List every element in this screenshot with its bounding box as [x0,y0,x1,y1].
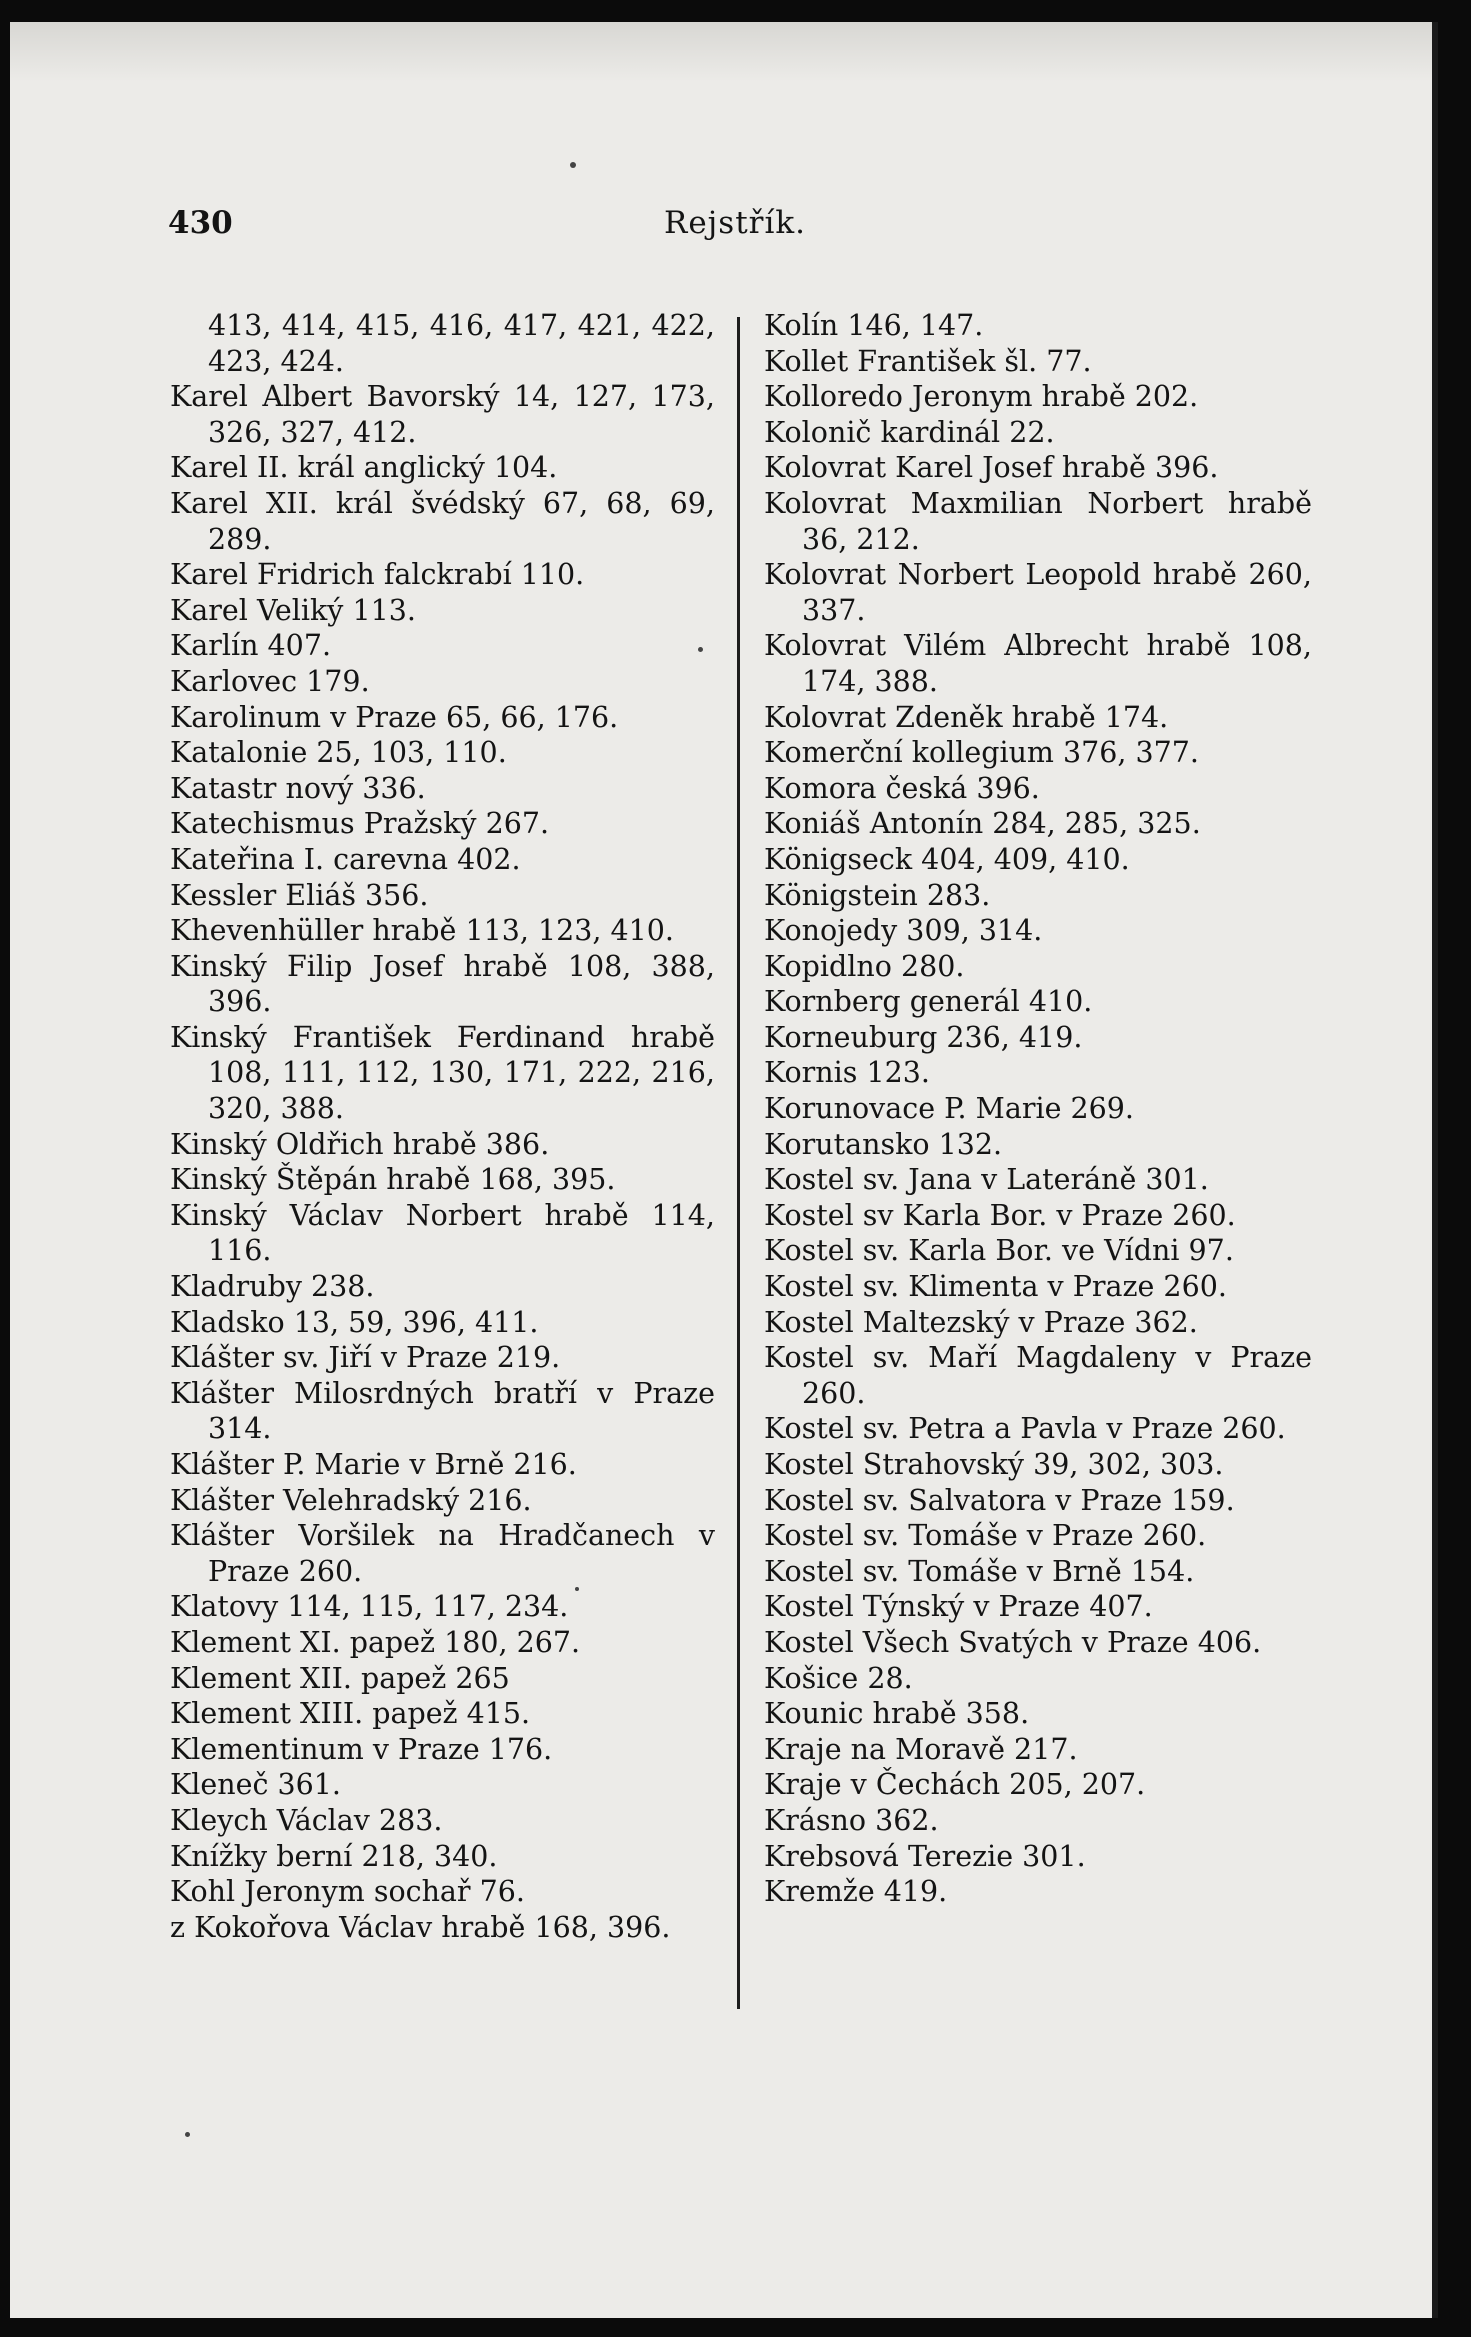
index-entry: Kostel sv. Tomáše v Brně 154. [764,1554,1195,1588]
index-entry: Kopidlno 280. [764,949,965,983]
index-entry: Kolovrat Maxmilian Norbert hrabě 36, 212. [764,486,1312,556]
index-entry: Kornis 123. [764,1056,930,1090]
index-entry: Kostel sv. Tomáše v Praze 260. [764,1519,1207,1553]
index-entry: Klášter Voršilek na Hradčanech v Praze 260. [170,1519,715,1588]
index-entry: Khevenhüller hrabě 113, 123, 410. [170,914,674,948]
index-entry: Kleych Václav 283. [170,1803,443,1837]
index-entry: Königseck 404, 409, 410. [764,842,1130,876]
index-entry: Klementinum v Praze 176. [170,1732,553,1766]
index-entry: Klement XII. papež 265 [170,1661,510,1695]
index-entry: Kostel sv. Karla Bor. ve Vídni 97. [764,1234,1234,1268]
column-divider [737,317,740,2009]
index-entry: Karlovec 179. [170,664,370,698]
index-entry: Kostel Týnský v Praze 407. [764,1590,1153,1624]
index-entry: Klášter P. Marie v Brně 216. [170,1448,577,1481]
index-entry: Kostel sv. Jana v Lateráně 301. [764,1163,1209,1197]
page-number: 430 [168,205,233,241]
index-entry: Kolloredo Jeronym hrabě 202. [764,380,1199,414]
index-entry: Kremže 419. [764,1875,948,1909]
index-entry: Klement XIII. papež 415. [170,1697,531,1731]
index-entry: Kornberg generál 410. [764,985,1093,1019]
index-entry: Kostel Strahovský 39, 302, 303. [764,1448,1224,1481]
index-entry: Kostel sv Karla Bor. v Praze 260. [764,1198,1236,1232]
index-entry: Kostel sv. Maří Magdaleny v Praze 260. [764,1341,1312,1410]
index-entry: Kollet František šl. 77. [764,344,1092,378]
index-entry: Kinský Filip Josef hrabě 108, 388, 396. [170,949,715,1019]
index-entry: Klatovy 114, 115, 117, 234. [170,1590,569,1624]
index-entry: Katechismus Pražský 267. [170,807,550,841]
index-entry: Kinský Václav Norbert hrabě 114, 116. [170,1198,715,1268]
index-entry: Korneuburg 236, 419. [764,1020,1083,1054]
index-entry: Kraje na Moravě 217. [764,1732,1078,1766]
index-entry: Karel Fridrich falckrabí 110. [170,558,585,592]
index-entry: Kladsko 13, 59, 396, 411. [170,1305,539,1339]
index-entry: Karel II. král anglický 104. [170,451,558,485]
index-entry: Knížky berní 218, 340. [170,1839,498,1873]
index-entry: Klášter sv. Jiří v Praze 219. [170,1341,561,1375]
index-entry: Karel Veliký 113. [170,593,416,627]
index-entry: Krásno 362. [764,1803,939,1837]
index-entry: Korutansko 132. [764,1127,1003,1161]
index-column-left [170,308,715,1945]
index-entry: Kostel Všech Svatých v Praze 406. [764,1625,1262,1659]
index-entry: Kohl Jeronym sochař 76. [170,1875,525,1909]
print-speck [185,2132,190,2137]
index-entry: 413, 414, 415, 416, 417, 421, 422, 423, 424. [208,309,715,378]
index-entry: Karolinum v Praze 65, 66, 176. [170,700,619,734]
page-header [10,205,1432,245]
book-page [10,22,1438,2318]
print-speck [575,1587,579,1591]
index-entry: Karlín 407. [170,629,332,663]
index-entry: Klášter Velehradský 216. [170,1483,532,1517]
index-entry: Kinský Štěpán hrabě 168, 395. [170,1163,616,1197]
index-entry: Korunovace P. Marie 269. [764,1092,1134,1126]
index-entry: z Kokořova Václav hrabě 168, 396. [170,1910,671,1944]
index-entry: Kolovrat Norbert Leopold hrabě 260, 337. [764,558,1312,627]
index-entry: Karel Albert Bavorský 14, 127, 173, 326, 327, 412. [170,380,715,449]
index-entry: Klement XI. papež 180, 267. [170,1625,581,1659]
index-entry: Kostel sv. Petra a Pavla v Praze 260. [764,1412,1286,1446]
running-title: Rejstřík. [664,205,807,241]
index-entry: Kladruby 238. [170,1270,375,1304]
index-entry: Kolovrat Zdeněk hrabě 174. [764,700,1169,734]
index-entry: Kolovrat Karel Josef hrabě 396. [764,451,1219,485]
index-entry: Kraje v Čechách 205, 207. [764,1768,1146,1802]
index-entry: Krebsová Terezie 301. [764,1839,1086,1873]
index-entry: Kolonič kardinál 22. [764,415,1055,449]
index-entry: Košice 28. [764,1661,913,1695]
print-speck [1433,657,1438,662]
index-entry: Klášter Milosrdných bratří v Praze 314. [170,1376,715,1446]
index-entry: Komerční kollegium 376, 377. [764,736,1199,770]
index-entry: Kolovrat Vilém Albrecht hrabě 108, 174, 388. [764,629,1312,698]
index-entry: Konojedy 309, 314. [764,914,1043,948]
index-entry: Kessler Eliáš 356. [170,878,429,912]
index-entry: Katalonie 25, 103, 110. [170,736,507,770]
index-entry: Katastr nový 336. [170,771,426,805]
index-entry: Kostel sv. Salvatora v Praze 159. [764,1483,1235,1517]
index-entry: Kounic hrabě 358. [764,1697,1030,1731]
print-speck [698,647,703,652]
index-entry: Komora česká 396. [764,771,1040,805]
index-column-right [764,308,1312,1910]
index-entry: Koniáš Antonín 284, 285, 325. [764,807,1201,841]
index-entry: Kostel Maltezský v Praze 362. [764,1305,1198,1339]
index-entry: Kateřina I. carevna 402. [170,842,521,876]
index-entry: Karel XII. král švédský 67, 68, 69, 289. [170,486,715,556]
index-entry: Kleneč 361. [170,1768,341,1802]
index-entry: Kinský Oldřich hrabě 386. [170,1127,550,1161]
index-entry: Kolín 146, 147. [764,309,984,342]
index-entry: Kinský František Ferdinand hrabě 108, 111, 112, 130, 171, 222, 216, 320, 388. [170,1020,715,1126]
index-entry: Kostel sv. Klimenta v Praze 260. [764,1270,1227,1304]
index-entry: Königstein 283. [764,878,991,912]
print-speck [570,162,576,168]
